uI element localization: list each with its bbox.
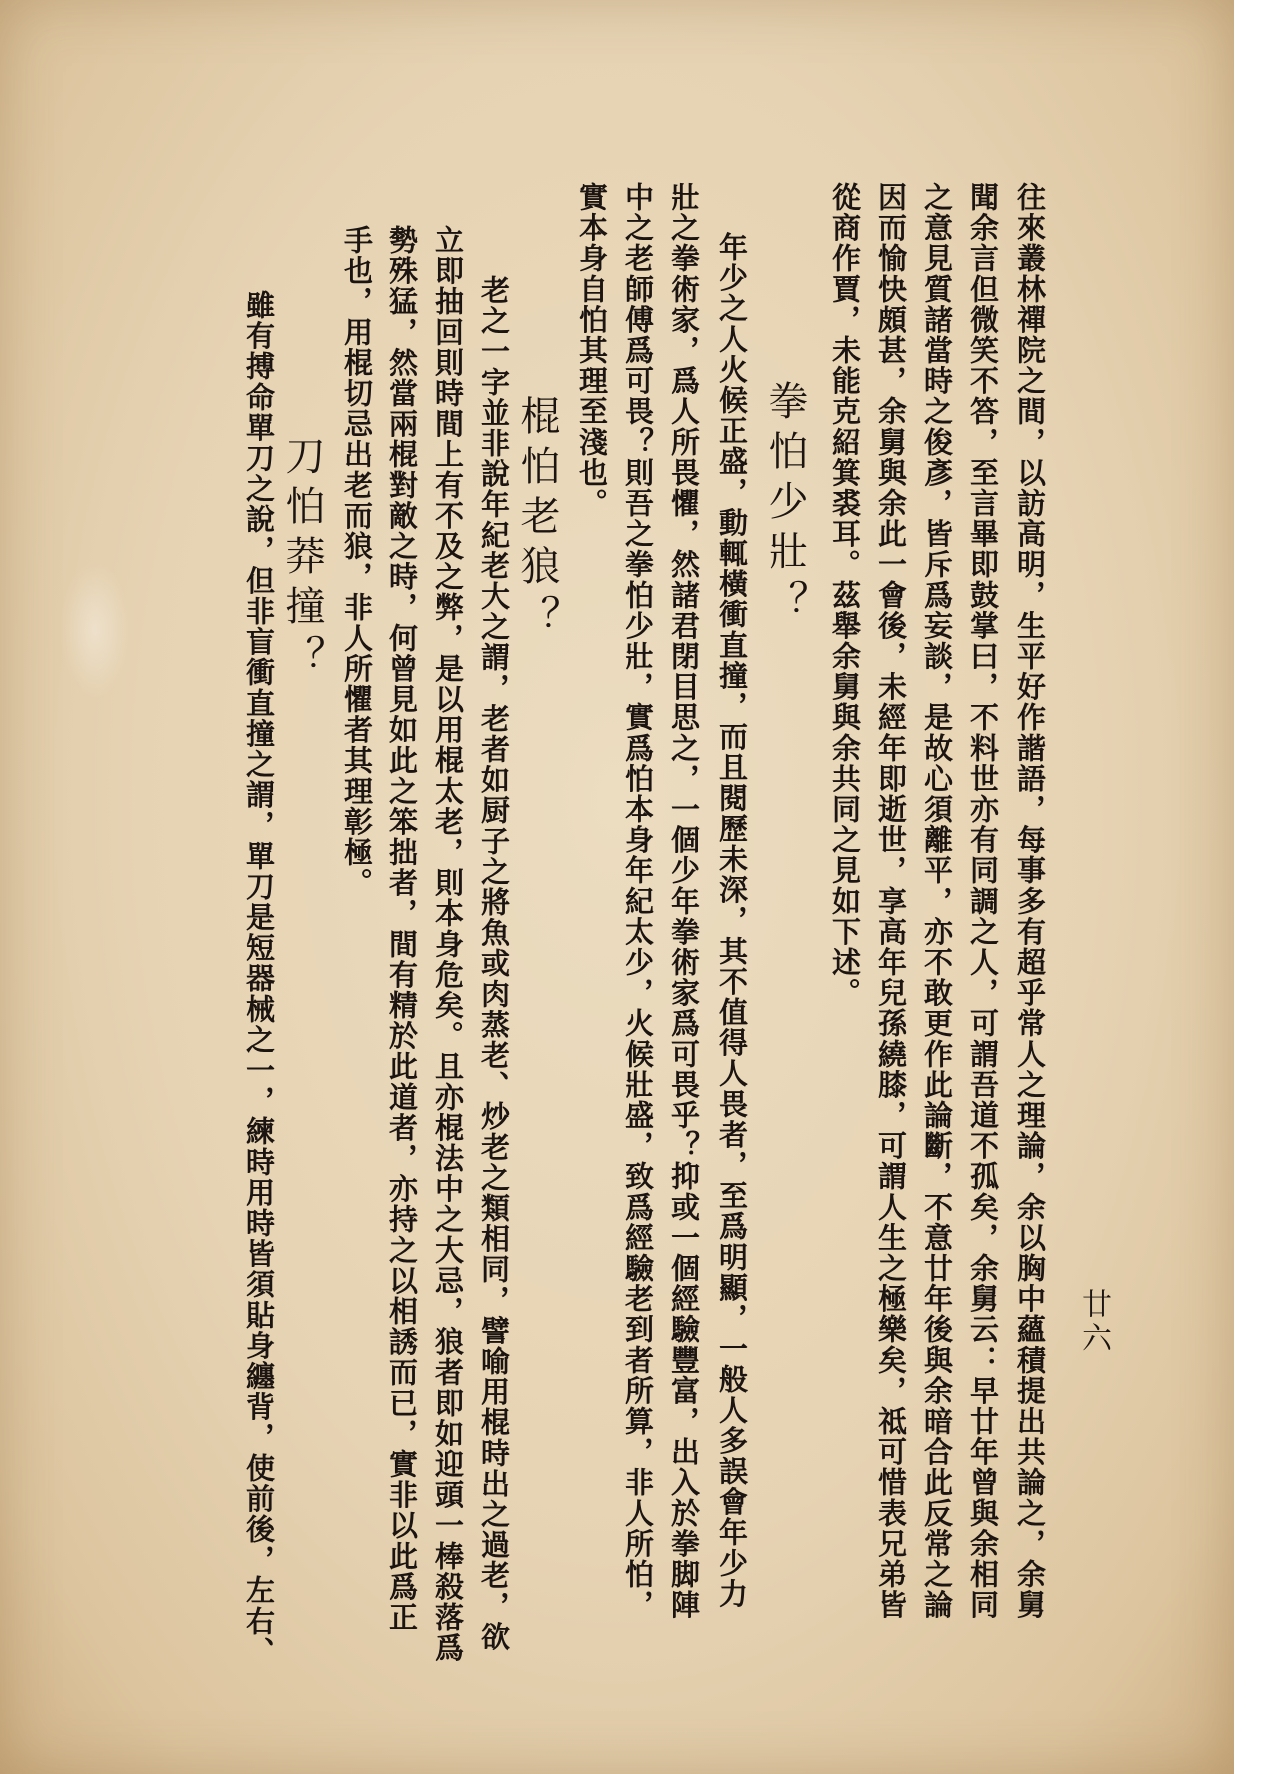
- staff-line-2: 立即抽回則時間上有不及之弊，是以用棍太老，則本身危矣。且亦棍法中之大忌，狼者即如迎頭一棒殺落爲: [431, 225, 465, 1664]
- page-number: 廿六: [1076, 1288, 1111, 1356]
- fist-line-3: 中之老師傅爲可畏？則吾之拳怕少壯，實爲怕本身年紀太少，火候壯盛，致爲經驗老到者所算，非人所怕，: [621, 182, 655, 1621]
- intro-line-4: 因而愉快頗甚，余舅與余此一會後，未經年即逝世，享高年兒孫繞膝，可謂人生之極樂矣，祗可惜表兄弟皆: [874, 182, 908, 1621]
- intro-line-1: 往來叢林禪院之間，以訪高明，生平好作諧語，每事多有超乎常人之理論，余以胸中蘊積提出共論之，余舅: [1013, 182, 1047, 1621]
- paper-crease: [60, 560, 130, 700]
- staff-line-4: 手也，用棍切忌出老而狼，非人所懼者其理彰極。: [340, 225, 374, 899]
- intro-line-3: 之意見質諸當時之俊彥，皆斥爲妄談，是故心須離平，亦不敢更作此論斷，不意廿年後與余暗合此反常之論: [920, 182, 954, 1621]
- staff-line-1: 老之一字並非說年紀老大之謂，老者如厨子之將魚或肉蒸老、炒老之類相同，譬喻用棍時出之過老，欲: [477, 275, 511, 1652]
- staff-line-3: 勢殊猛，然當兩棍對敵之時，何曾見如此之笨拙者，間有精於此道者，亦持之以相誘而已，實非以此爲正: [385, 225, 419, 1633]
- intro-line-5: 從商作賈，未能克紹箕裘耳。茲舉余舅與余共同之見如下述。: [828, 182, 862, 1009]
- scan-margin: [1234, 0, 1266, 1774]
- fist-line-4: 實本身自怕其理至淺也。: [575, 182, 609, 519]
- fist-line-2: 壯之拳術家，爲人所畏懼，然諸君閉目思之，一個少年拳術家爲可畏乎？抑或一個經驗豐富，出入於拳脚陣: [667, 182, 701, 1621]
- heading-blade: 刀怕莽撞？: [279, 435, 325, 685]
- heading-staff: 棍怕老狼？: [514, 395, 560, 645]
- fist-line-1: 年少之人火候正盛，動輒橫衝直撞，而且閱歷未深，其不值得人畏者，至爲明顯，一般人多誤會年少力: [715, 232, 749, 1609]
- heading-fist: 拳怕少壯？: [762, 380, 808, 630]
- intro-line-2: 聞余言但微笑不答，至言畢即鼓掌曰，不料世亦有同調之人，可謂吾道不孤矣，余舅云：早廿年曾與余相同: [966, 182, 1000, 1621]
- blade-line-1: 雖有搏命單刀之說，但非盲衝直撞之謂，單刀是短器械之一，練時用時皆須貼身纏背，使前後，左右、: [242, 290, 276, 1667]
